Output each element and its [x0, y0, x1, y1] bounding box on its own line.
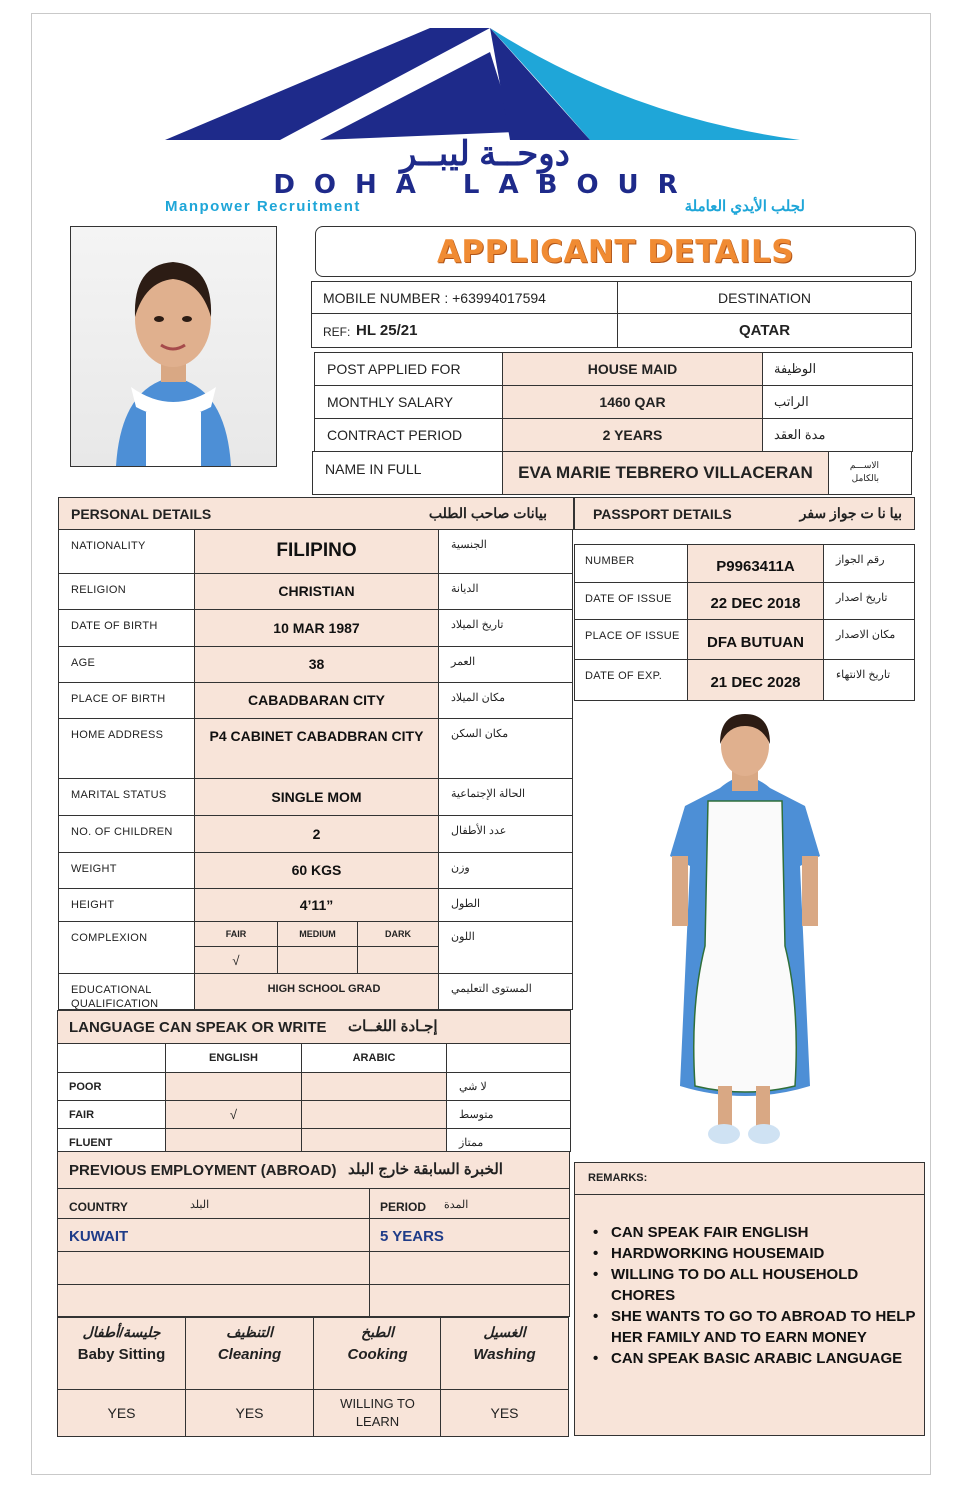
skill-header-cell — [440, 1317, 569, 1390]
employment-title: PREVIOUS EMPLOYMENT (ABROAD) — [69, 1162, 337, 1179]
language-english-cell — [165, 1100, 302, 1129]
language-col-header — [301, 1043, 447, 1073]
remarks-box — [574, 1194, 925, 1436]
remarks-header — [574, 1162, 925, 1195]
name-label-cell — [312, 451, 503, 495]
personal-row-ar-cell — [438, 529, 573, 574]
personal-row-label: NO. OF CHILDREN — [71, 826, 173, 838]
salary-label: MONTHLY SALARY — [327, 394, 454, 410]
language-title-ar: إجـادة اللغــات — [348, 1018, 438, 1035]
remarks-item: • CAN SPEAK FAIR ENGLISH — [587, 1222, 917, 1243]
language-english-cell — [165, 1072, 302, 1101]
company-logo — [160, 22, 810, 217]
page-title: APPLICANT DETAILS — [436, 233, 795, 270]
language-english-mark: √ — [229, 1107, 238, 1122]
language-row-ar-cell — [446, 1100, 571, 1129]
post-ar-cell — [762, 352, 913, 386]
post-label-cell — [314, 352, 503, 386]
personal-row-ar-cell — [438, 888, 573, 922]
employment-title-ar: الخبرة السابقة خارج البلد — [348, 1161, 503, 1178]
contract-label-cell — [314, 418, 503, 452]
complexion-option-dark — [357, 921, 439, 947]
personal-row-label-cell — [58, 529, 195, 574]
personal-row-value: 2 — [312, 825, 321, 842]
passport-row-ar: مكان الاصدار — [836, 629, 896, 641]
personal-row-value-cell — [194, 888, 439, 922]
post-value: HOUSE MAID — [587, 361, 678, 377]
employment-empty-row-2b — [369, 1284, 570, 1317]
personal-row-value-cell — [194, 778, 439, 816]
destination-value: QATAR — [738, 322, 791, 339]
salary-ar-cell — [762, 385, 913, 419]
passport-row-label-cell — [574, 659, 688, 701]
personal-row-value: P4 CABINET CABADBRAN CITY — [209, 728, 424, 744]
skill-value: YES — [235, 1405, 264, 1421]
education-label-cell — [58, 973, 195, 1010]
language-col-label: ENGLISH — [209, 1052, 258, 1064]
complexion-mark-cell — [357, 946, 439, 974]
logo-tagline — [165, 198, 805, 216]
personal-row-ar: مكان السكن — [451, 728, 509, 740]
employment-country-ar: البلد — [190, 1199, 210, 1211]
personal-row-value: 10 MAR 1987 — [273, 619, 360, 636]
personal-row-label-cell — [58, 815, 195, 853]
personal-row-value: 4’11” — [299, 896, 334, 913]
passport-row-label-cell — [574, 619, 688, 660]
salary-ar: الراتب — [774, 394, 809, 409]
name-ar: الاســـم بالكامل — [849, 460, 879, 483]
personal-row-label-cell — [58, 718, 195, 779]
complexion-mark-cell — [277, 946, 358, 974]
logo-arabic: دوحــة ليبــر — [400, 135, 570, 173]
employment-period-ar: المدة — [444, 1199, 469, 1211]
logo-name: DOHA LABOUR — [273, 170, 697, 200]
destination-label: DESTINATION — [717, 289, 812, 306]
personal-row-ar: الحالة الإجتماعية — [451, 788, 526, 800]
personal-row-ar: العمر — [451, 656, 476, 668]
personal-details-header — [58, 497, 574, 530]
personal-row-label-cell — [58, 573, 195, 610]
passport-row-label: DATE OF ISSUE — [585, 593, 672, 605]
employment-empty-row-1b — [369, 1251, 570, 1285]
remarks-item: • SHE WANTS TO GO TO ABROAD TO HELP HER FAMILY AND TO EARN MONEY — [587, 1306, 917, 1348]
passport-row-value-cell — [687, 582, 824, 620]
language-row-ar-cell — [446, 1072, 571, 1101]
portrait-image — [71, 227, 276, 466]
personal-row-label: DATE OF BIRTH — [71, 620, 158, 632]
language-english-cell — [165, 1128, 302, 1152]
personal-row-ar-cell — [438, 573, 573, 610]
passport-row-ar-cell — [823, 619, 915, 660]
passport-row-label: PLACE OF ISSUE — [585, 630, 680, 642]
complexion-option-label: FAIR — [225, 929, 247, 939]
personal-row-label: HEIGHT — [71, 899, 115, 911]
remarks-title: REMARKS: — [588, 1172, 648, 1184]
skill-title-en: Baby Sitting — [77, 1346, 166, 1363]
personal-row-ar: تاريخ الميلاد — [451, 619, 504, 631]
skill-value-cell — [313, 1389, 442, 1437]
destination-cell — [617, 313, 912, 348]
post-ar: الوظيفة — [774, 361, 817, 376]
personal-row-value-cell — [194, 529, 439, 574]
passport-row-ar: رقم الجواز — [836, 554, 885, 566]
page-title-box — [315, 226, 916, 277]
language-arabic-cell — [301, 1072, 447, 1101]
language-header — [57, 1010, 571, 1044]
applicant-portrait-photo — [70, 226, 277, 467]
personal-row-label-cell — [58, 888, 195, 922]
passport-title-ar: بيا نا ت جواز سفر — [799, 505, 902, 521]
employment-period-label: PERIOD — [380, 1200, 427, 1214]
language-arabic-cell — [301, 1100, 447, 1129]
salary-value-cell — [502, 385, 763, 419]
personal-row-value: CABADBARAN CITY — [248, 692, 385, 709]
skill-title-en: Cooking — [347, 1346, 408, 1363]
personal-row-label: WEIGHT — [71, 863, 117, 875]
skill-value-cell — [57, 1389, 186, 1437]
personal-row-value: 38 — [308, 656, 325, 673]
passport-row-value: 21 DEC 2028 — [710, 674, 801, 691]
contract-ar: مدة العقد — [774, 427, 826, 442]
post-value-cell — [502, 352, 763, 386]
personal-row-label: MARITAL STATUS — [71, 789, 167, 801]
mobile-number-cell — [311, 281, 618, 314]
language-row-label-cell — [57, 1128, 166, 1152]
passport-row-value: DFA BUTUAN — [707, 633, 804, 651]
personal-details-title: PERSONAL DETAILS — [71, 506, 212, 522]
personal-row-ar: الجنسية — [451, 539, 487, 551]
employment-country-header — [57, 1188, 370, 1219]
personal-row-value: SINGLE MOM — [271, 788, 362, 805]
personal-row-ar-cell — [438, 815, 573, 853]
passport-details-header — [574, 497, 915, 530]
destination-label-cell — [617, 281, 912, 314]
personal-row-ar-cell — [438, 609, 573, 647]
skill-title-en: Washing — [473, 1346, 536, 1363]
passport-row-ar-cell — [823, 582, 915, 620]
skill-value: YES — [490, 1405, 519, 1421]
education-ar-cell — [438, 973, 573, 1010]
complexion-option-label: MEDIUM — [299, 929, 336, 939]
contract-ar-cell — [762, 418, 913, 452]
complexion-option-medium — [277, 921, 358, 947]
contract-value-cell — [502, 418, 763, 452]
name-value-cell — [502, 451, 829, 495]
personal-row-ar-cell — [438, 852, 573, 889]
language-col-header — [446, 1043, 571, 1073]
employment-empty-row-2a — [57, 1284, 370, 1317]
education-ar: المستوى التعليمي — [451, 983, 532, 995]
language-arabic-cell — [301, 1128, 447, 1152]
personal-row-value: CHRISTIAN — [278, 583, 355, 600]
logo-tagline-en: Manpower Recruitment — [165, 198, 361, 215]
complexion-ar: اللون — [451, 931, 475, 943]
ref-value: HL 25/21 — [356, 322, 418, 339]
skill-header-cell — [313, 1317, 442, 1390]
personal-row-ar-cell — [438, 646, 573, 683]
full-name: EVA MARIE TEBRERO VILLACERAN — [518, 463, 813, 482]
skill-value: YES — [107, 1405, 136, 1421]
employment-header — [57, 1151, 570, 1189]
employment-country-cell — [57, 1218, 370, 1252]
ref-cell — [311, 313, 618, 348]
personal-row-ar-cell — [438, 718, 573, 779]
mobile-number: MOBILE NUMBER : +63994017594 — [323, 290, 546, 306]
complexion-option-label: DARK — [385, 929, 411, 939]
personal-row-value-cell — [194, 573, 439, 610]
job-table — [314, 352, 913, 451]
skill-title-ar: التنظيف — [226, 1324, 273, 1340]
language-row-label: FAIR — [69, 1109, 95, 1121]
personal-row-value-cell — [194, 609, 439, 647]
personal-row-ar: مكان الميلاد — [451, 692, 506, 704]
logo-tagline-ar: لجلب الأيدي العاملة — [684, 198, 805, 215]
passport-row-label-cell — [574, 544, 688, 583]
language-title: LANGUAGE CAN SPEAK OR WRITE — [69, 1019, 327, 1036]
personal-row-value-cell — [194, 682, 439, 719]
passport-row-label: DATE OF EXP. — [585, 670, 663, 682]
passport-row-value-cell — [687, 544, 824, 583]
language-row-label: POOR — [69, 1081, 102, 1093]
skill-value-cell — [440, 1389, 569, 1437]
language-row-label-cell — [57, 1072, 166, 1101]
personal-details-title-ar: بيانات صاحب الطلب — [428, 505, 547, 521]
language-col-header — [57, 1043, 166, 1073]
ref-label: REF: — [323, 325, 351, 339]
remarks-item: • CAN SPEAK BASIC ARABIC LANGUAGE — [587, 1348, 917, 1369]
skill-header-cell — [185, 1317, 314, 1390]
passport-row-ar: تاريخ الانتهاء — [836, 669, 891, 681]
contract-value: 2 YEARS — [602, 427, 663, 443]
personal-row-ar: الطول — [451, 898, 481, 910]
skill-value: WILLING TO LEARN — [340, 1396, 415, 1429]
personal-row-label: HOME ADDRESS — [71, 729, 164, 741]
skill-title-ar: الغسيل — [483, 1324, 526, 1340]
passport-row-ar: تاريخ اصدار — [836, 592, 888, 604]
personal-row-value-cell — [194, 815, 439, 853]
personal-row-value: 60 KGS — [291, 862, 342, 879]
employment-period-cell — [369, 1218, 570, 1252]
personal-row-label-cell — [58, 682, 195, 719]
employment-period-header — [369, 1188, 570, 1219]
language-col-label: ARABIC — [352, 1052, 396, 1064]
salary-value: 1460 QAR — [599, 394, 666, 410]
personal-row-label-cell — [58, 646, 195, 683]
salary-label-cell — [314, 385, 503, 419]
applicant-full-body-photo — [640, 706, 850, 1152]
employment-period: 5 YEARS — [380, 1228, 444, 1245]
personal-row-label-cell — [58, 609, 195, 647]
personal-row-ar: وزن — [451, 862, 470, 874]
passport-row-label: NUMBER — [585, 555, 635, 567]
personal-row-label: NATIONALITY — [71, 540, 146, 552]
language-row-ar: لا شي — [459, 1081, 487, 1093]
complexion-option-fair — [194, 921, 278, 947]
passport-row-value: 22 DEC 2018 — [710, 595, 801, 612]
personal-row-label-cell — [58, 852, 195, 889]
personal-row-value-cell — [194, 718, 439, 779]
employment-country-label: COUNTRY — [69, 1200, 128, 1214]
complexion-label: COMPLEXION — [71, 932, 148, 944]
personal-row-label: AGE — [71, 657, 96, 669]
name-ar-cell — [828, 451, 912, 495]
education-label: EDUCATIONAL QUALIFICATION — [71, 984, 159, 1010]
education-value-cell — [194, 973, 439, 1010]
remarks-item: • WILLING TO DO ALL HOUSEHOLD CHORES — [587, 1264, 917, 1306]
passport-row-label-cell — [574, 582, 688, 620]
personal-row-label: PLACE OF BIRTH — [71, 693, 166, 705]
personal-row-label: RELIGION — [71, 584, 126, 596]
post-label: POST APPLIED FOR — [327, 361, 461, 377]
skill-title-en: Cleaning — [217, 1346, 282, 1363]
passport-row-ar-cell — [823, 659, 915, 701]
personal-row-ar-cell — [438, 778, 573, 816]
passport-row-ar-cell — [823, 544, 915, 583]
complexion-label-cell — [58, 921, 195, 974]
language-row-label-cell — [57, 1100, 166, 1129]
personal-row-ar: الديانة — [451, 583, 479, 595]
personal-row-ar: عدد الأطفال — [451, 825, 507, 837]
passport-row-value-cell — [687, 619, 824, 660]
skill-title-ar: الطبخ — [361, 1324, 394, 1340]
personal-row-value-cell — [194, 646, 439, 683]
personal-row-ar-cell — [438, 682, 573, 719]
complexion-mark-cell — [194, 946, 278, 974]
passport-row-value-cell — [687, 659, 824, 701]
language-row-ar-cell — [446, 1128, 571, 1152]
passport-title: PASSPORT DETAILS — [593, 506, 732, 522]
name-label: NAME IN FULL — [325, 461, 422, 477]
language-row-ar: ممتاز — [459, 1137, 484, 1149]
full-body-image — [640, 706, 850, 1152]
complexion-mark: √ — [232, 952, 240, 968]
personal-row-value-cell — [194, 852, 439, 889]
contract-label: CONTRACT PERIOD — [327, 427, 463, 443]
language-row-label: FLUENT — [69, 1137, 113, 1149]
language-col-header — [165, 1043, 302, 1073]
employment-empty-row-1a — [57, 1251, 370, 1285]
personal-row-label-cell — [58, 778, 195, 816]
remarks-list — [587, 1222, 917, 1369]
skill-value-cell — [185, 1389, 314, 1437]
language-row-ar: متوسط — [459, 1109, 494, 1121]
remarks-item: • HARDWORKING HOUSEMAID — [587, 1243, 917, 1264]
complexion-ar-cell — [438, 921, 573, 974]
employment-country: KUWAIT — [69, 1228, 129, 1245]
passport-row-value: P9963411A — [716, 557, 795, 575]
skill-header-cell — [57, 1317, 186, 1390]
logo-mark-icon — [160, 22, 810, 152]
skill-title-ar: جليسة/أطفال — [82, 1324, 161, 1340]
education-value: HIGH SCHOOL GRAD — [267, 983, 381, 995]
personal-row-value: FILIPINO — [276, 540, 357, 562]
